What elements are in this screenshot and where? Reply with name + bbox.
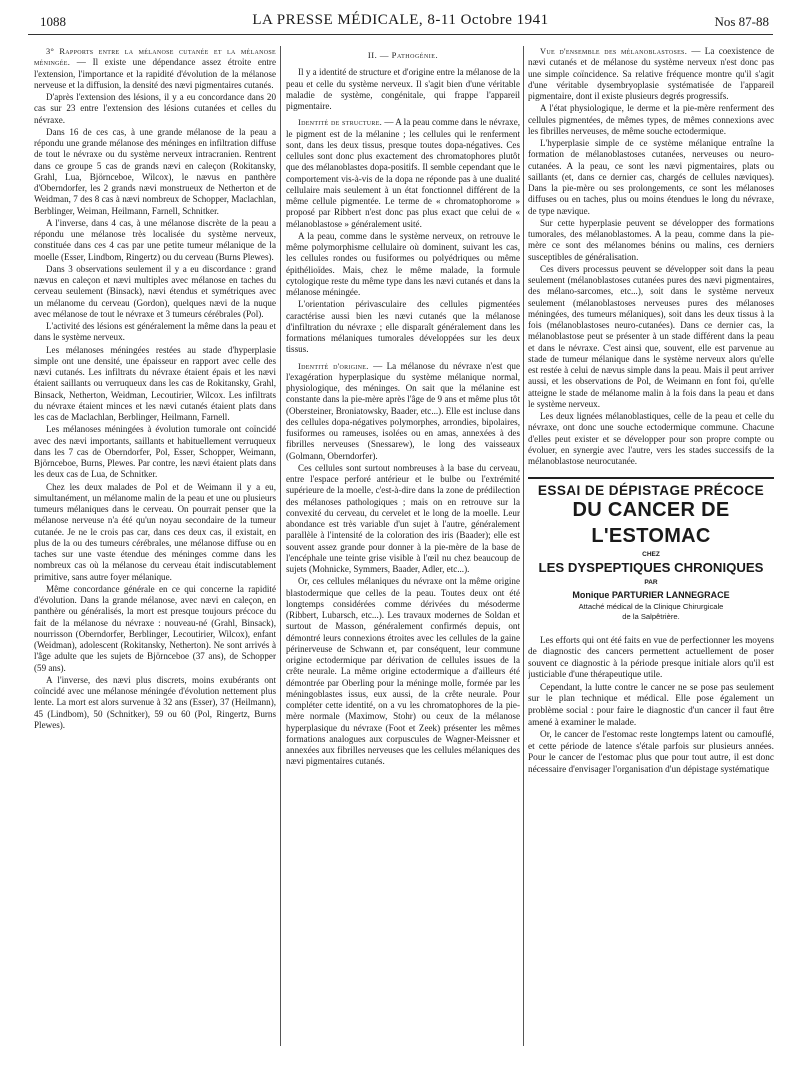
column-2 [286, 46, 520, 1076]
article-author: Monique PARTURIER LANNEGRACE [572, 590, 730, 601]
column-divider [523, 46, 524, 1046]
paragraph: Les deux lignées mélanoblastiques, celle de la peau et celle du névraxe, ont donc une souche ectodermique commune. Chacune d'elles peut exister et se développer pour son propre compte ou évoluer, en synergie avec l'autre, vers les stades successifs de la mélanoblastose neurocutanée. [528, 411, 774, 466]
article-title-line-2: DU CANCER DE L'ESTOMAC [572, 498, 730, 547]
paragraph-text: — La mélanose du névraxe n'est que l'exagération hyperplasique du système mélanique normal, physiologique, des méninges. On sait que la mélanine est constante dans la pie-mère après l'âge de 9 ans et même plus tôt (Obersteiner, Broniatowsky, Baader, etc...). Elle est incluse dans des cellules dopa-négatives polymorphes, arrondies, bipolaires, fusiformes ou rameuses, isolées ou en amas, annexées à des fibrilles nerveuses (Snessarew), le long des vaisseaux (Golmann, Oberndorfer). [286, 360, 520, 461]
paragraph: Dans 3 observations seulement il y a eu discordance : grand nævus en caleçon et nævi multiples avec mélanose en taches du cerveau seulement (Binsack), nævi étendus et symétriques avec un mélanome du cerveau (Gordon), quelques nævi de la nuque avec mélanose de tout le névraxe et 3 tumeurs cérébrales (Pol). [34, 263, 276, 319]
paragraph: A l'inverse, dans 4 cas, à une mélanose discrète de la peau a répondu une mélanose très localisée du système nerveux, constituée dans ces 4 cas par une petite tumeur mélanique de la moelle (Esser, Lindbom, Ringertz) ou du cerveau (Burns Plewes). [34, 217, 276, 262]
subsection-heading: Identité d'origine. [298, 361, 369, 371]
article-separator [528, 477, 774, 479]
paragraph: Cependant, la lutte contre le cancer ne se pose pas seulement sur le plan technique et médical. Elle pose également un problème social : pour faire le diagnostic d'un cancer il faut être amené à examiner le malade. [528, 682, 774, 728]
subsection-heading: Identité de structure. [298, 118, 383, 128]
subsection-heading: 3° Rapports entre la mélanose cutanée et la mélanose méningée. [34, 47, 276, 68]
paragraph [286, 117, 520, 230]
paragraph: A l'inverse, des nævi plus discrets, moins exubérants ont coïncidé avec une mélanose méningée d'évolution nettement plus lente. La mort est alors survenue à 32 ans (Esser), 37 (Heilmann), 45 (Lindbom), 50 (Schnitker), 59 ou 60 (Pol, Ringertz, Burns Plewes). [34, 674, 276, 730]
column-divider [280, 46, 281, 1046]
paragraph [528, 46, 774, 102]
paragraph: Ces cellules sont surtout nombreuses à la base du cerveau, entre l'espace perforé antérieur et le bulbe ou l'extrémité supérieure de la moelle, c'est-à-dire dans la zone de prédilection des mélanoses pathologiques ; mais on en retrouve sur la convexité du cerveau, du cervelet et le long de la moelle. Leur abondance est très variable d'un sujet à l'autre, généralement parallèle à l'intensité de la coloration des iris (Baader); elle est souvent assez grande pour donner à la pie-mère de la base de l'encéphale une teinte grise visible à l'œil nu chez beaucoup de sujets (Mohnicke, Symmers, Baader, Adler, etc...). [286, 462, 520, 574]
page-header [28, 8, 773, 34]
paragraph: Dans 16 de ces cas, à une grande mélanose de la peau a répondu une grande mélanose des méninges en infiltration diffuse de tout le névraxe ou du système nerveux intracranien. Rentrent dans ce groupe 5 cas de grands nævi en caleçon (Rokitansky, Grahl, Lua, Björnceboe, Wilcox), le nævus en panthère d'Oberndorfer, les 2 grands nævi monstrueux de Netherton et de Weidman, 7 des 8 cas à nævi nombreux de Schopper, Maclachlan, Berblinger, Weiman, Heilmann, Farnell, Schnitker. [34, 126, 276, 216]
paragraph: A la peau, comme dans le système nerveux, on retrouve le même polymorphisme cellulaire où dominent, suivant les cas, les cellules rondes ou fusiformes ou polyédriques ou même épithélioïdes. Mais, chez le même malade, la formule cytologique reste du même type dans les nævi cutanés et dans la mélanose méningée. [286, 230, 520, 297]
paragraph: Or, le cancer de l'estomac reste longtemps latent ou camouflé, et cette période de latence s'étale parfois sur plusieurs années. Pour le cancer de l'estomac plus que pour tout autre, il est donc nécessaire d'envisager l'organisation d'un dépistage systématique [528, 730, 774, 776]
article-body [528, 636, 774, 777]
paragraph: Ces divers processus peuvent se développer soit dans la peau seulement (mélanoblastoses cutanées pures des nævi pigmentaires, des mélano-sarcomes, etc...), soit dans le système nerveux seulement (mélanoblastoses nerveuses pures des mélanoses méningées, des tumeurs mélaniques), soit dans les deux tissus à la fois (mélanoblastoses neuro-cutanées). Dans ce dernier cas, la mélanoblastose peut se présenter à un stade différent dans la peau et dans le névraxe. C'est ainsi que, souvent, elle est parvenue au stade de tumeur mélanique dans le système nerveux alors qu'elle est restée à celui de nævus simple dans la peau. Mais il peut arriver aussi, et les observations de Pol, de Weimann en font foi, qu'elle atteigne le stade de mélanome malin à la fois dans la peau et dans le système nerveux. [528, 263, 774, 409]
paragraph: D'après l'extension des lésions, il y a eu concordance dans 20 cas sur 23 entre l'extension des lésions cutanées et celles du névraxe. [34, 92, 276, 125]
article-by: PAR [644, 579, 658, 586]
paragraph: Les efforts qui ont été faits en vue de perfectionner les moyens de diagnostic des cancers permettent actuellement de poser souvent ce diagnostic à la période presque initiale alors qu'il est justiciable d'une thérapeutique utile. [528, 635, 774, 681]
journal-title: LA PRESSE MÉDICALE, 8-11 Octobre 1941 [252, 12, 549, 28]
page-number: 1088 [40, 14, 66, 29]
paragraph: L'activité des lésions est généralement la même dans la peau et dans le système nerveux. [34, 321, 276, 343]
paragraph: Il y a identité de structure et d'origine entre la mélanose de la peau et celle du système nerveux. Il s'agit bien d'une véritable maladie de système, congénitale, qui frappe l'appareil pigmentaire. [286, 67, 520, 111]
issue-number: Nos 87-88 [714, 14, 769, 29]
paragraph-text: — La coexistence de nævi cutanés et de mélanose du système nerveux n'est donc pas une simple coïncidence. Sa relative fréquence montre qu'il s'agit d'une véritable dysembryoplasie systématisée de l'appareil pigmentaire, dont il existe plusieurs degrés progressifs. [528, 46, 774, 101]
paragraph [286, 361, 520, 462]
paragraph: A l'état physiologique, le derme et la pie-mère renferment des cellules pigmentées, de mêmes types, de mêmes connexions avec les fibrilles nerveuses, de même souche ectodermique. [528, 103, 774, 136]
affiliation-line: de la Salpêtrière. [622, 611, 680, 621]
article-title-line-1: ESSAI DE DÉPISTAGE PRÉCOCE [537, 483, 765, 499]
article-title-line-3: LES DYSPEPTIQUES CHRONIQUES [538, 559, 764, 575]
column-3 [528, 46, 774, 1076]
paragraph-text: — A la peau comme dans le névraxe, le pigment est de la mélanine ; les cellules qui le renferment sont, dans les deux tissus, presque toutes dopa-négatives. Ces cellules sont donc plus exactement des chromatophores plutôt que des mélanoblastes dopa-positifs. Il semble cependant que le comportement vis-à-vis de la dopa ne réponde pas à une dualité cellulaire mais seulement à un état fonctionnel différent de la même cellule pigmentée. Le terme de « chromatophorome » proposé par Ribbert n'est donc pas plus exact que celui de « mélanoblastose » généralement usité. [286, 117, 520, 229]
paragraph [34, 46, 276, 91]
paragraph: L'orientation périvasculaire des cellules pigmentées caractérise aussi bien les nævi cutanés que la mélanose d'infiltration du névraxe ; elle disparaît généralement dans les formations mélaniques tumorales développées sur les deux tissus. [286, 299, 520, 355]
affiliation-line: Attaché médical de la Clinique Chirurgicale [578, 601, 724, 611]
paragraph: Les mélanoses méningées restées au stade d'hyperplasie simple ont une densité, une épaisseur en rapport avec celle des nævi cutanés. Les infiltrats du névraxe étaient épais et les nævi étaient saillants ou verruqueux dans les cas de Rokitansky, Grahl, Binsack, Netherton, Weidman, Lecoutirier, Wilcox. Les infiltrats du névraxe étaient minces et les nævi cutanés étaient plats dans les cas de Maclachlan, Berblinger, Heilmann, Farnell. [34, 344, 276, 422]
article-affiliation [528, 602, 774, 622]
header-rule [28, 34, 773, 35]
subsection-heading: Vue d'ensemble des mélanoblastoses. [540, 47, 688, 56]
paragraph: L'hyperplasie simple de ce système mélanique entraîne la formation de mélanoblastoses cutanées, nerveuses ou neuro-cutanées. A la peau, ce sont les nævi pigmentaires, plats ou saillants (et, dans ce dernier cas, chargés de cellules næviques). Dans la pie-mère ou ses prolongements, ce sont les mélanoses diffuses ou en taches, plus ou moins étendues le long du névraxe, de type nævique. [528, 138, 774, 216]
section-title: II. — Pathogénie. [367, 50, 439, 60]
paragraph: Or, ces cellules mélaniques du névraxe ont la même origine blastodermique que celles de la peau. Toutes deux ont été longtemps considérées comme dérivées du mésoderme (Ribbert, Lubarsch, etc...). Les travaux modernes de Soldan et surtout de Masson, généralement confirmés depuis, ont démontré leurs connexions étroites avec les cellules de la gaine périnerveuse de Schwann et, par conséquent, leur commune origine ectodermique par dérivation de cellules issues de la crête neurale. La même origine ectodermique a d'ailleurs été démontrée par Oberling pour la méninge molle, formée par les méningoblastes issus, eux aussi, de la crête neurale. Pour compléter cette identité, on a vu les chromatophores de la pie-mère normale (Maximow, Stohr) ou ceux de la mélanose hyperplasique du névraxe (Foot et Zeek) présenter les mêmes formations analogues aux corpuscules de Wagner-Meissner et annexées aux fibrilles nerveuses que les cellules mélaniques des nævi pigmentaires cutanés. [286, 576, 520, 767]
paragraph-text: — Il existe une dépendance assez étroite entre l'extension, l'importance et la rapidité d'évolution de la mélanose nerveuse et la diffusion, la densité des nævi pigmentaires cutanés. [34, 57, 276, 90]
paragraph: Même concordance générale en ce qui concerne la rapidité d'évolution. Dans la grande mélanose, avec nævi en caleçon, en panthère ou généralisés, la mort est presque toujours précoce du fait de la mélanose du névraxe : nouveau-né (Grahl, Binsack), nourrisson (Oberndorfer, Berblinger, Lecoutirier, Wilcox), enfant (Weidman), adolescent (Rokitansky, Netherton). Ne sont arrivés à l'âge adulte que les sujets de Björnceboe (37 ans), de Schopper (59 ans). [34, 583, 276, 673]
paragraph: Sur cette hyperplasie peuvent se développer des formations tumorales, des mélanoblastomes. A la peau, comme dans la pie-mère ce sont des mélanomes bénins ou malins, ces derniers susceptibles de généralisation. [528, 217, 774, 262]
column-1 [34, 46, 276, 1076]
paragraph: Les mélanoses méningées à évolution tumorale ont coïncidé avec des nævi importants, saillants et habituellement verruqueux dans les 7 cas de Oberndorfer, Pol, Esser, Schopper, Weimann, Björnceboe, Burns, Plewes. Par contre, les nævi étaient plats dans les deux cas de Lua, de Schnitker. [34, 424, 276, 480]
paragraph: Chez les deux malades de Pol et de Weimann il y a eu, simultanément, un mélanome malin de la peau et une ou plusieurs tumeurs mélaniques dans le cerveau. On pourrait penser que la mélanose nerveuse n'a été qu'un noyau secondaire de la tumeur cutanée. Je ne le crois pas car, dans ces deux cas, il existait, en plus de la ou des tumeurs cérébrales, une mélanose diffuse ou en taches sur une vaste étendue des méninges comme dans les nombreux cas où la mélanose du cerveau était indiscutablement primitive, sans autre foyer mélanique. [34, 481, 276, 582]
article-title-connector: CHEZ [642, 550, 660, 558]
